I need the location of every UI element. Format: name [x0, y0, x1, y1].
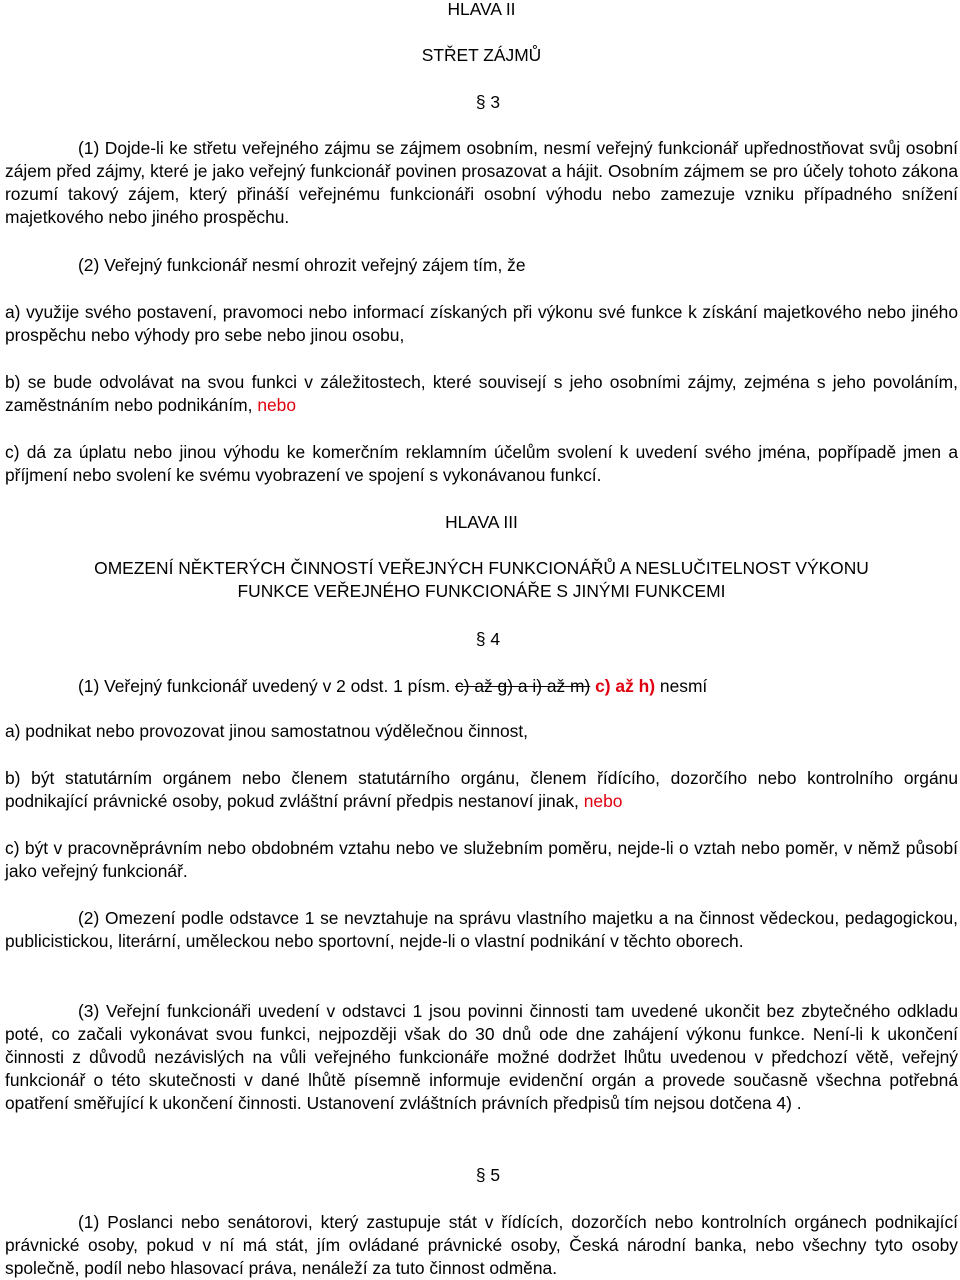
section-3-heading: § 3: [475, 92, 501, 112]
inserted-text-nebo-2: nebo: [583, 791, 623, 811]
section-3-paragraph-1: (1) Dojde-li ke střetu veřejného zájmu se zájmem osobním, nesmí veřejný funkcionář upřednostňovat svůj osobní zájem před zájmy, které je jako veřejný funkcionář povinen prosazovat a hájit. Osobním zájmem se pro účely tohoto zákona rozumí takový zájem, který přináší veřejnému funkcionáři osobní výhodu nebo zamezuje vzniku případného snížení majetkového nebo jiného prospěchu.: [5, 138, 958, 227]
chapter-3-subtitle-line-2: FUNKCE VEŘEJNÉHO FUNKCIONÁŘE S JINÝMI FUNKCEMI: [237, 581, 726, 601]
section-3-paragraph-2: (2) Veřejný funkcionář nesmí ohrozit veřejný zájem tím, že: [78, 255, 526, 275]
section-5-paragraph-1: (1) Poslanci nebo senátorovi, který zastupuje stát v řídících, dozorčích nebo kontrolních orgánech podnikající právnické osoby, pokud v ní má stát, jím ovládané právnické osoby, Česká národní banka, nebo všechny tyto osoby společně, podíl nebo hlasovací práva, nenáleží za tuto činnost odměna.: [5, 1212, 958, 1278]
chapter-2-subtitle: STŘET ZÁJMŮ: [421, 45, 542, 65]
section-3-item-b-text: b) se bude odvolávat na svou funkci v záležitostech, které souvisejí s jeho osobními zájmy, zejména s jeho povoláním, zaměstnáním nebo podnikáním,: [5, 372, 958, 415]
section-4-p1-start: (1) Veřejný funkcionář uvedený v 2 odst. 1 písm.: [78, 676, 451, 696]
chapter-2-title: HLAVA II: [447, 0, 516, 19]
inserted-text: c) až h): [595, 676, 656, 696]
section-4-paragraph-2: (2) Omezení podle odstavce 1 se nevztahuje na správu vlastního majetku a na činnost vědeckou, pedagogickou, publicistickou, literární, uměleckou nebo sportovní, nejde-li o vlastní podnikání v těchto oborech.: [5, 908, 958, 951]
section-4-item-a: a) podnikat nebo provozovat jinou samostatnou výdělečnou činnost,: [5, 721, 529, 741]
section-4-item-c: c) být v pracovněprávním nebo obdobném vztahu nebo ve služebním poměru, nejde-li o vztah nebo poměr, v němž působí jako veřejný funkcionář.: [5, 838, 958, 881]
chapter-3-subtitle-line-1: OMEZENÍ NĚKTERÝCH ČINNOSTÍ VEŘEJNÝCH FUNKCIONÁŘŮ A NESLUČITELNOST VÝKONU: [94, 558, 869, 578]
section-4-item-b-text: b) být statutárním orgánem nebo členem statutárního orgánu, členem řídícího, dozorčího nebo kontrolního orgánu podnikající právnické osoby, pokud zvláštní právní předpis nestanoví jinak,: [5, 768, 958, 811]
section-4-paragraph-1: [5, 675, 958, 698]
section-4-p1-end: nesmí: [659, 676, 708, 696]
section-3-item-a: a) využije svého postavení, pravomoci nebo informací získaných při výkonu své funkce k získání majetkového nebo jiného prospěchu nebo výhody pro sebe nebo jinou osobu,: [5, 302, 958, 345]
section-5-heading: § 5: [475, 1165, 501, 1185]
section-4-item-b: [5, 767, 958, 813]
section-4-heading: § 4: [475, 629, 501, 649]
section-3-item-c: c) dá za úplatu nebo jinou výhodu ke komerčním reklamním účelům svolení k uvedení svého jména, popřípadě jmen a příjmení nebo svolení ke svému vyobrazení ve spojení s vykonávanou funkcí.: [5, 442, 958, 485]
section-4-paragraph-3: (3) Veřejní funkcionáři uvedení v odstavci 1 jsou povinni činnosti tam uvedené ukončit bez zbytečného odkladu poté, co začali vykonávat svou funkci, nejpozději však do 30 dnů ode dne zahájení výkonu funkce. Není-li k ukončení činnosti z důvodů nezávislých na vůli veřejného funkcionáře možné dodržet lhůtu uvedenou v předchozí větě, veřejný funkcionář o této skutečnosti v dané lhůtě písemně informuje evidenční orgán a provede současně všechna potřebná opatření směřující k ukončení činnosti. Ustanovení zvláštních právních předpisů tím nejsou dotčena 4) .: [5, 1001, 958, 1113]
deleted-text: c) až g) a i) až m): [455, 676, 591, 696]
chapter-3-title: HLAVA III: [445, 512, 518, 532]
inserted-text-nebo: nebo: [257, 395, 297, 415]
section-3-item-b: [5, 371, 958, 417]
